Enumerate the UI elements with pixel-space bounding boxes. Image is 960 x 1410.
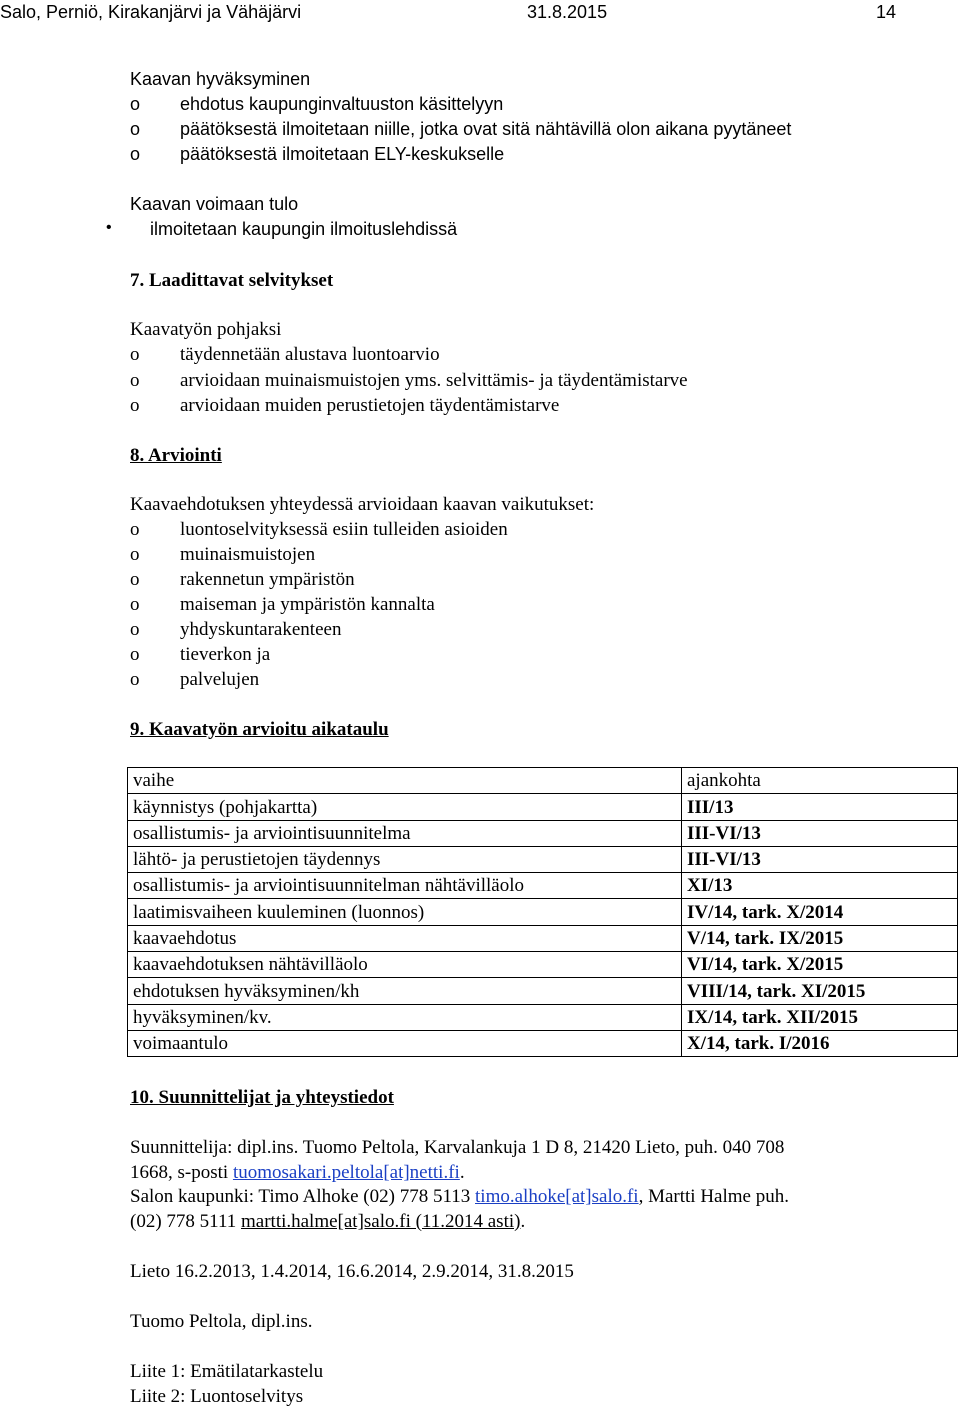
contact-text: (02) 778 5111	[130, 1211, 241, 1232]
table-row	[128, 846, 958, 872]
list-item-text: arvioidaan muinaismuistojen yms. selvittämis- ja täydentämistarve	[180, 370, 688, 391]
section-8-intro: Kaavaehdotuksen yhteydessä arvioidaan kaavan vaikutukset:	[130, 494, 595, 515]
list-bullet: o	[130, 544, 140, 565]
list-item-text: tieverkon ja	[180, 644, 271, 665]
table-cell-phase: laatimisvaiheen kuuleminen (luonnos)	[128, 899, 682, 925]
contact-text: .	[459, 1162, 465, 1183]
section-7-heading: 7. Laadittavat selvitykset	[130, 270, 334, 291]
table-cell-phase: vaihe	[128, 768, 682, 794]
contact-line	[130, 1162, 465, 1184]
table-row	[128, 952, 958, 978]
section-8-heading: 8. Arviointi	[130, 445, 222, 466]
table-cell-timing: VI/14, tark. X/2015	[682, 952, 958, 978]
table-cell-timing: VIII/14, tark. XI/2015	[682, 978, 958, 1004]
contact-text: 1668, s-posti	[130, 1162, 233, 1183]
section-10-heading: 10. Suunnittelijat ja yhteystiedot	[130, 1087, 394, 1108]
list-bullet: o	[130, 594, 140, 615]
list-item-text: arvioidaan muiden perustietojen täydentämistarve	[180, 395, 560, 416]
list-item-text: yhdyskuntarakenteen	[180, 619, 342, 640]
table-cell-phase: hyväksyminen/kv.	[128, 1004, 682, 1030]
contact-text: Salon kaupunki: Timo Alhoke (02) 778 5113	[130, 1186, 476, 1207]
contact-line	[130, 1211, 525, 1233]
table-row	[128, 899, 958, 925]
list-item-text: palvelujen	[180, 669, 260, 690]
table-row	[128, 873, 958, 899]
list-bullet: o	[130, 395, 140, 416]
table-cell-timing: IV/14, tark. X/2014	[682, 899, 958, 925]
page-header	[0, 2, 960, 26]
list-bullet: o	[130, 669, 140, 690]
bullet-dot: •	[106, 219, 112, 236]
attachment-item: Liite 1: Emätilatarkastelu	[130, 1361, 324, 1382]
table-cell-phase: lähtö- ja perustietojen täydennys	[128, 846, 682, 872]
table-cell-phase: käynnistys (pohjakartta)	[128, 794, 682, 820]
list-bullet: o	[130, 94, 141, 114]
email-link-peltola[interactable]: tuomosakari.peltola[at]netti.fi	[232, 1162, 460, 1183]
list-item-text: ehdotus kaupunginvaltuuston käsittelyyn	[180, 94, 504, 114]
email-halme: martti.halme[at]salo.fi (11.2014 asti)	[241, 1211, 521, 1232]
hyvaksyminen-title: Kaavan hyväksyminen	[130, 69, 311, 89]
header-document-title: Salo, Perniö, Kirakanjärvi ja Vähäjärvi	[0, 2, 302, 22]
table-cell-timing: III/13	[682, 794, 958, 820]
table-cell-timing: IX/14, tark. XII/2015	[682, 1004, 958, 1030]
table-cell-phase: ehdotuksen hyväksyminen/kh	[128, 978, 682, 1004]
section-7-intro: Kaavatyön pohjaksi	[130, 319, 282, 340]
voimaantulo-title: Kaavan voimaan tulo	[130, 194, 299, 214]
table-row	[128, 820, 958, 846]
list-item-text: ilmoitetaan kaupungin ilmoituslehdissä	[150, 219, 458, 239]
list-item-text: muinaismuistojen	[180, 544, 316, 565]
place-date: Lieto 16.2.2013, 1.4.2014, 16.6.2014, 2.9.2014, 31.8.2015	[130, 1261, 574, 1282]
table-row	[128, 925, 958, 951]
section-9-heading: 9. Kaavatyön arvioitu aikataulu	[130, 719, 389, 740]
list-bullet: o	[130, 569, 140, 590]
table-cell-phase: kaavaehdotuksen nähtävilläolo	[128, 952, 682, 978]
list-item-text: luontoselvityksessä esiin tulleiden asioiden	[180, 519, 508, 540]
header-date: 31.8.2015	[527, 2, 608, 22]
list-bullet: o	[130, 344, 140, 365]
contact-line	[130, 1186, 789, 1208]
list-bullet: o	[130, 519, 140, 540]
list-item-text: täydennetään alustava luontoarvio	[180, 344, 440, 365]
table-cell-timing: III-VI/13	[682, 846, 958, 872]
header-page-number: 14	[876, 2, 897, 22]
schedule-table	[127, 767, 958, 1057]
contact-text: .	[520, 1211, 526, 1232]
list-bullet: o	[130, 619, 140, 640]
table-cell-timing: III-VI/13	[682, 820, 958, 846]
signature: Tuomo Peltola, dipl.ins.	[130, 1311, 313, 1332]
table-cell-timing: ajankohta	[682, 768, 958, 794]
table-row	[128, 978, 958, 1004]
table-cell-phase: kaavaehdotus	[128, 925, 682, 951]
table-row	[128, 794, 958, 820]
list-item-text: maiseman ja ympäristön kannalta	[180, 594, 435, 615]
email-link-alhoke[interactable]: timo.alhoke[at]salo.fi	[475, 1186, 639, 1207]
table-cell-timing: X/14, tark. I/2016	[682, 1030, 958, 1056]
table-cell-timing: V/14, tark. IX/2015	[682, 925, 958, 951]
table-row	[128, 768, 958, 794]
list-item-text: rakennetun ympäristön	[180, 569, 355, 590]
contact-text: , Martti Halme puh.	[638, 1186, 789, 1207]
table-row	[128, 1004, 958, 1030]
table-cell-phase: voimaantulo	[128, 1030, 682, 1056]
contact-line: Suunnittelija: dipl.ins. Tuomo Peltola, Karvalankuja 1 D 8, 21420 Lieto, puh. 040 708	[130, 1137, 785, 1158]
list-bullet: o	[130, 144, 141, 164]
table-cell-phase: osallistumis- ja arviointisuunnitelma	[128, 820, 682, 846]
list-item-text: päätöksestä ilmoitetaan ELY-keskukselle	[180, 144, 505, 164]
table-cell-timing: XI/13	[682, 873, 958, 899]
table-row	[128, 1030, 958, 1056]
list-bullet: o	[130, 370, 140, 391]
table-cell-phase: osallistumis- ja arviointisuunnitelman nähtävilläolo	[128, 873, 682, 899]
list-item-text: päätöksestä ilmoitetaan niille, jotka ovat sitä nähtävillä olon aikana pyytäneet	[180, 119, 792, 139]
attachment-item: Liite 2: Luontoselvitys	[130, 1386, 304, 1407]
list-bullet: o	[130, 644, 140, 665]
list-bullet: o	[130, 119, 141, 139]
